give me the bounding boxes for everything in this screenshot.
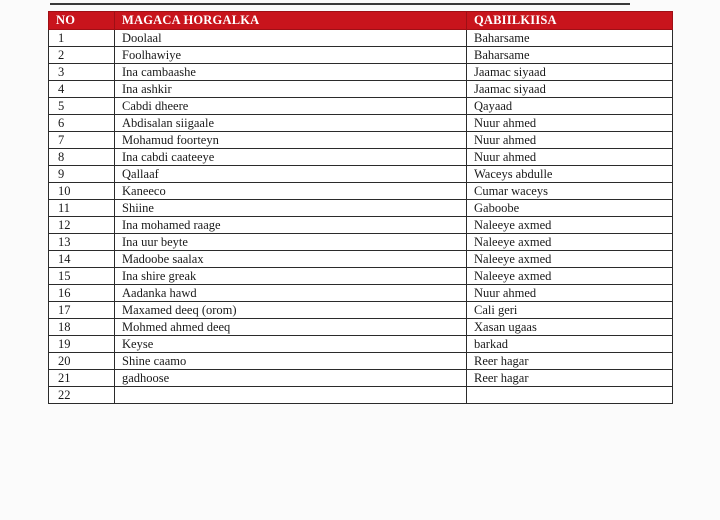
table-row <box>49 268 673 285</box>
row-clan-cell: Naleeye axmed <box>467 268 673 285</box>
row-number-cell: 6 <box>49 115 115 132</box>
header-no: NO <box>49 12 115 30</box>
table-row <box>49 370 673 387</box>
table-row <box>49 132 673 149</box>
row-number-cell: 1 <box>49 30 115 47</box>
row-clan-cell: Jaamac siyaad <box>467 81 673 98</box>
row-number-cell: 18 <box>49 319 115 336</box>
header-name: MAGACA HORGALKA <box>115 12 467 30</box>
row-name-cell: Ina shire greak <box>115 268 467 285</box>
row-clan-cell: Reer hagar <box>467 353 673 370</box>
table-row <box>49 285 673 302</box>
table-body <box>49 30 673 404</box>
table-row <box>49 115 673 132</box>
roster-table <box>48 11 673 404</box>
row-name-cell: Shine caamo <box>115 353 467 370</box>
table-row <box>49 217 673 234</box>
table-row <box>49 200 673 217</box>
table-row <box>49 47 673 64</box>
header-row <box>49 12 673 30</box>
row-name-cell: Aadanka hawd <box>115 285 467 302</box>
row-number-cell: 7 <box>49 132 115 149</box>
table-row <box>49 302 673 319</box>
row-number-cell: 17 <box>49 302 115 319</box>
row-number-cell: 13 <box>49 234 115 251</box>
table-row <box>49 319 673 336</box>
row-clan-cell: Nuur ahmed <box>467 285 673 302</box>
table-row <box>49 98 673 115</box>
row-number-cell: 22 <box>49 387 115 404</box>
row-number-cell: 19 <box>49 336 115 353</box>
row-clan-cell: barkad <box>467 336 673 353</box>
row-name-cell <box>115 387 467 404</box>
row-number-cell: 12 <box>49 217 115 234</box>
row-number-cell: 4 <box>49 81 115 98</box>
table-row <box>49 387 673 404</box>
table-row <box>49 30 673 47</box>
row-number-cell: 9 <box>49 166 115 183</box>
row-clan-cell: Naleeye axmed <box>467 217 673 234</box>
row-clan-cell <box>467 387 673 404</box>
row-number-cell: 10 <box>49 183 115 200</box>
row-clan-cell: Xasan ugaas <box>467 319 673 336</box>
table-row <box>49 234 673 251</box>
table-row <box>49 64 673 81</box>
row-clan-cell: Waceys abdulle <box>467 166 673 183</box>
row-clan-cell: Baharsame <box>467 47 673 64</box>
row-number-cell: 21 <box>49 370 115 387</box>
row-name-cell: Mohmed ahmed deeq <box>115 319 467 336</box>
row-number-cell: 3 <box>49 64 115 81</box>
row-name-cell: Kaneeco <box>115 183 467 200</box>
table-row <box>49 81 673 98</box>
row-clan-cell: Cali geri <box>467 302 673 319</box>
row-clan-cell: Baharsame <box>467 30 673 47</box>
row-name-cell: Doolaal <box>115 30 467 47</box>
row-name-cell: Ina cambaashe <box>115 64 467 81</box>
row-clan-cell: Nuur ahmed <box>467 132 673 149</box>
row-number-cell: 5 <box>49 98 115 115</box>
row-number-cell: 2 <box>49 47 115 64</box>
row-name-cell: Ina cabdi caateeye <box>115 149 467 166</box>
row-clan-cell: Gaboobe <box>467 200 673 217</box>
row-clan-cell: Reer hagar <box>467 370 673 387</box>
row-clan-cell: Qayaad <box>467 98 673 115</box>
row-name-cell: Mohamud foorteyn <box>115 132 467 149</box>
row-clan-cell: Nuur ahmed <box>467 115 673 132</box>
table-row <box>49 336 673 353</box>
row-number-cell: 14 <box>49 251 115 268</box>
header-clan: QABIILKIISA <box>467 12 673 30</box>
row-name-cell: Qallaaf <box>115 166 467 183</box>
row-name-cell: Foolhawiye <box>115 47 467 64</box>
row-clan-cell: Jaamac siyaad <box>467 64 673 81</box>
row-number-cell: 16 <box>49 285 115 302</box>
row-name-cell: Madoobe saalax <box>115 251 467 268</box>
top-divider-line <box>50 3 630 5</box>
table-row <box>49 353 673 370</box>
table-row <box>49 166 673 183</box>
row-clan-cell: Naleeye axmed <box>467 234 673 251</box>
row-clan-cell: Nuur ahmed <box>467 149 673 166</box>
row-number-cell: 11 <box>49 200 115 217</box>
row-name-cell: Shiine <box>115 200 467 217</box>
row-number-cell: 20 <box>49 353 115 370</box>
row-number-cell: 15 <box>49 268 115 285</box>
table-row <box>49 251 673 268</box>
row-name-cell: Maxamed deeq (orom) <box>115 302 467 319</box>
row-name-cell: Ina mohamed raage <box>115 217 467 234</box>
row-name-cell: Cabdi dheere <box>115 98 467 115</box>
table-row <box>49 149 673 166</box>
row-name-cell: Ina ashkir <box>115 81 467 98</box>
row-name-cell: Keyse <box>115 336 467 353</box>
row-name-cell: gadhoose <box>115 370 467 387</box>
row-clan-cell: Cumar waceys <box>467 183 673 200</box>
row-number-cell: 8 <box>49 149 115 166</box>
row-clan-cell: Naleeye axmed <box>467 251 673 268</box>
table-row <box>49 183 673 200</box>
row-name-cell: Ina uur beyte <box>115 234 467 251</box>
row-name-cell: Abdisalan siigaale <box>115 115 467 132</box>
